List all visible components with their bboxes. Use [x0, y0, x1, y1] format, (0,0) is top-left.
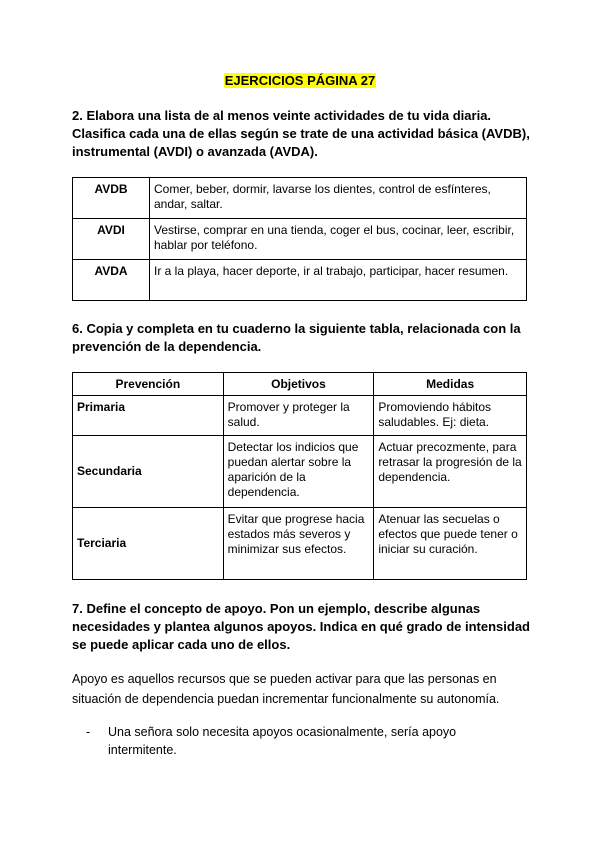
prevention-level: Primaria — [73, 396, 224, 436]
prevention-measure: Promoviendo hábitos saludables. Ej: dieta. — [374, 396, 527, 436]
page-title-text: EJERCICIOS PÁGINA 27 — [224, 73, 376, 88]
column-header: Objetivos — [223, 373, 374, 396]
bullet-dash: - — [86, 725, 91, 739]
question-7: 7. Define el concepto de apoyo. Pon un ejemplo, describe algunas necesidades y plantea algunos apoyos. Indica en qué grado de intensidad se puede aplicar cada uno de ellos. — [72, 601, 531, 652]
list-item-text: Una señora solo necesita apoyos ocasionalmente, sería apoyo intermitente. — [108, 725, 457, 757]
answer-paragraph: Apoyo es aquellos recursos que se pueden activar para que las personas en situación de dependencia puedan incrementar funcionalmente su autonomía. — [72, 672, 500, 706]
prevention-table — [72, 372, 527, 580]
table-row — [73, 260, 527, 301]
activities-table — [72, 177, 527, 301]
prevention-objective: Detectar los indicios que puedan alertar sobre la aparición de la dependencia. — [223, 436, 374, 508]
prevention-measure: Atenuar las secuelas o efectos que puede tener o iniciar su curación. — [374, 508, 527, 580]
question-2: 2. Elabora una lista de al menos veinte actividades de tu vida diaria. Clasifica cada una de ellas según se trate de una actividad básica (AVDB), instrumental (AVDI) o avanzada (AVDA). — [72, 108, 530, 159]
prevention-measure: Actuar precozmente, para retrasar la progresión de la dependencia. — [374, 436, 527, 508]
activity-type: AVDA — [73, 260, 150, 301]
table-row — [73, 219, 527, 260]
page-title — [0, 73, 600, 89]
table-row — [73, 178, 527, 219]
activity-list: Comer, beber, dormir, lavarse los dientes, control de esfínteres, andar, saltar. — [150, 178, 527, 219]
table-row — [73, 396, 527, 436]
prevention-objective: Promover y proteger la salud. — [223, 396, 374, 436]
table-header-row — [73, 373, 527, 396]
activity-type: AVDI — [73, 219, 150, 260]
question-6: 6. Copia y completa en tu cuaderno la siguiente tabla, relacionada con la prevención de la dependencia. — [72, 321, 521, 354]
table-row — [73, 508, 527, 580]
activity-type: AVDB — [73, 178, 150, 219]
activity-list: Ir a la playa, hacer deporte, ir al trabajo, participar, hacer resumen. — [150, 260, 527, 301]
prevention-objective: Evitar que progrese hacia estados más severos y minimizar sus efectos. — [223, 508, 374, 580]
prevention-level: Secundaria — [73, 436, 224, 508]
column-header: Medidas — [374, 373, 527, 396]
column-header: Prevención — [73, 373, 224, 396]
table-row — [73, 436, 527, 508]
prevention-level: Terciaria — [73, 508, 224, 580]
activity-list: Vestirse, comprar en una tienda, coger el bus, cocinar, leer, escribir, hablar por teléfono. — [150, 219, 527, 260]
